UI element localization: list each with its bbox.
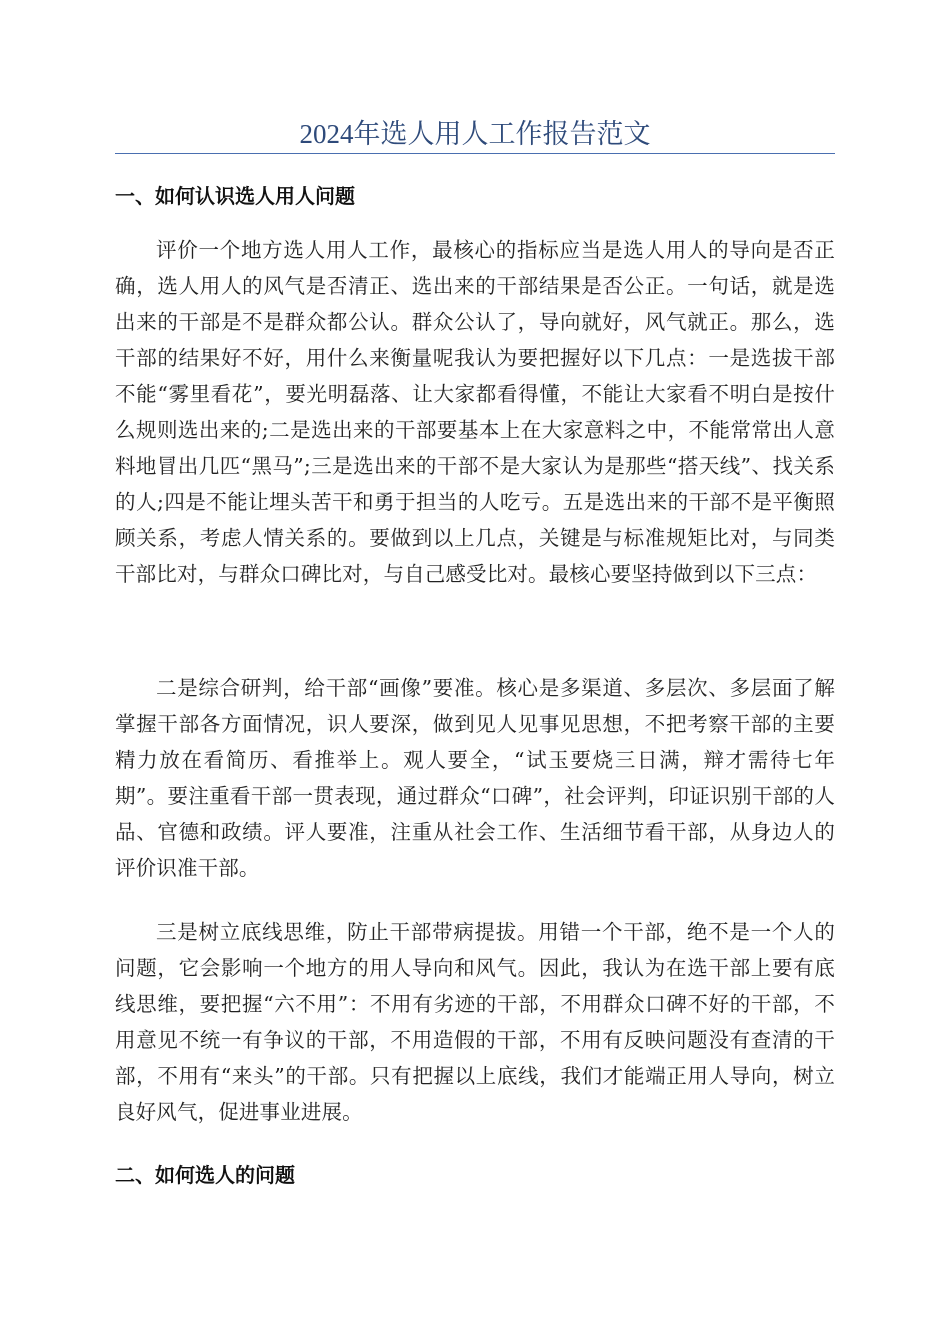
section-heading-1: 一、如何认识选人用人问题	[115, 184, 355, 208]
document-title: 2024年选人用人工作报告范文	[299, 119, 651, 149]
section-heading-2: 二、如何选人的问题	[115, 1163, 295, 1187]
title-underline	[115, 153, 835, 154]
body-paragraph-2: 二是综合研判，给干部“画像”要准。核心是多渠道、多层次、多层面了解掌握干部各方面情况，识人要深，做到见人见事见思想，不把考察干部的主要精力放在看简历、看推举上。观人要全，“试玉要烧三日满，辩才需待七年期”。要注重看干部一贯表现，通过群众“口碑”，社会评判，印证识别干部的人品、官德和政绩。评人要准，注重从社会工作、生活细节看干部，从身边人的评价识准干部。	[115, 676, 835, 880]
body-paragraph-1: 评价一个地方选人用人工作，最核心的指标应当是选人用人的导向是否正确，选人用人的风气是否清正、选出来的干部结果是否公正。一句话，就是选出来的干部是不是群众都公认。群众公认了，导向就好，风气就正。那么，选干部的结果好不好，用什么来衡量呢我认为要把握好以下几点：一是选拔干部不能“雾里看花”，要光明磊落、让大家都看得懂，不能让大家看不明白是按什么规则选出来的;二是选出来的干部要基本上在大家意料之中，不能常常出人意料地冒出几匹“黑马”;三是选出来的干部不是大家认为是那些“搭天线”、找关系的人;四是不能让埋头苦干和勇于担当的人吃亏。五是选出来的干部不是平衡照顾关系，考虑人情关系的。要做到以上几点，关键是与标准规矩比对，与同类干部比对，与群众口碑比对，与自己感受比对。最核心要坚持做到以下三点：	[115, 238, 835, 586]
body-paragraph-3: 三是树立底线思维，防止干部带病提拔。用错一个干部，绝不是一个人的问题，它会影响一个地方的用人导向和风气。因此，我认为在选干部上要有底线思维，要把握“六不用”：不用有劣迹的干部，不用群众口碑不好的干部，不用意见不统一有争议的干部，不用造假的干部，不用有反映问题没有查清的干部，不用有“来头”的干部。只有把握以上底线，我们才能端正用人导向，树立良好风气，促进事业进展。	[115, 920, 835, 1124]
